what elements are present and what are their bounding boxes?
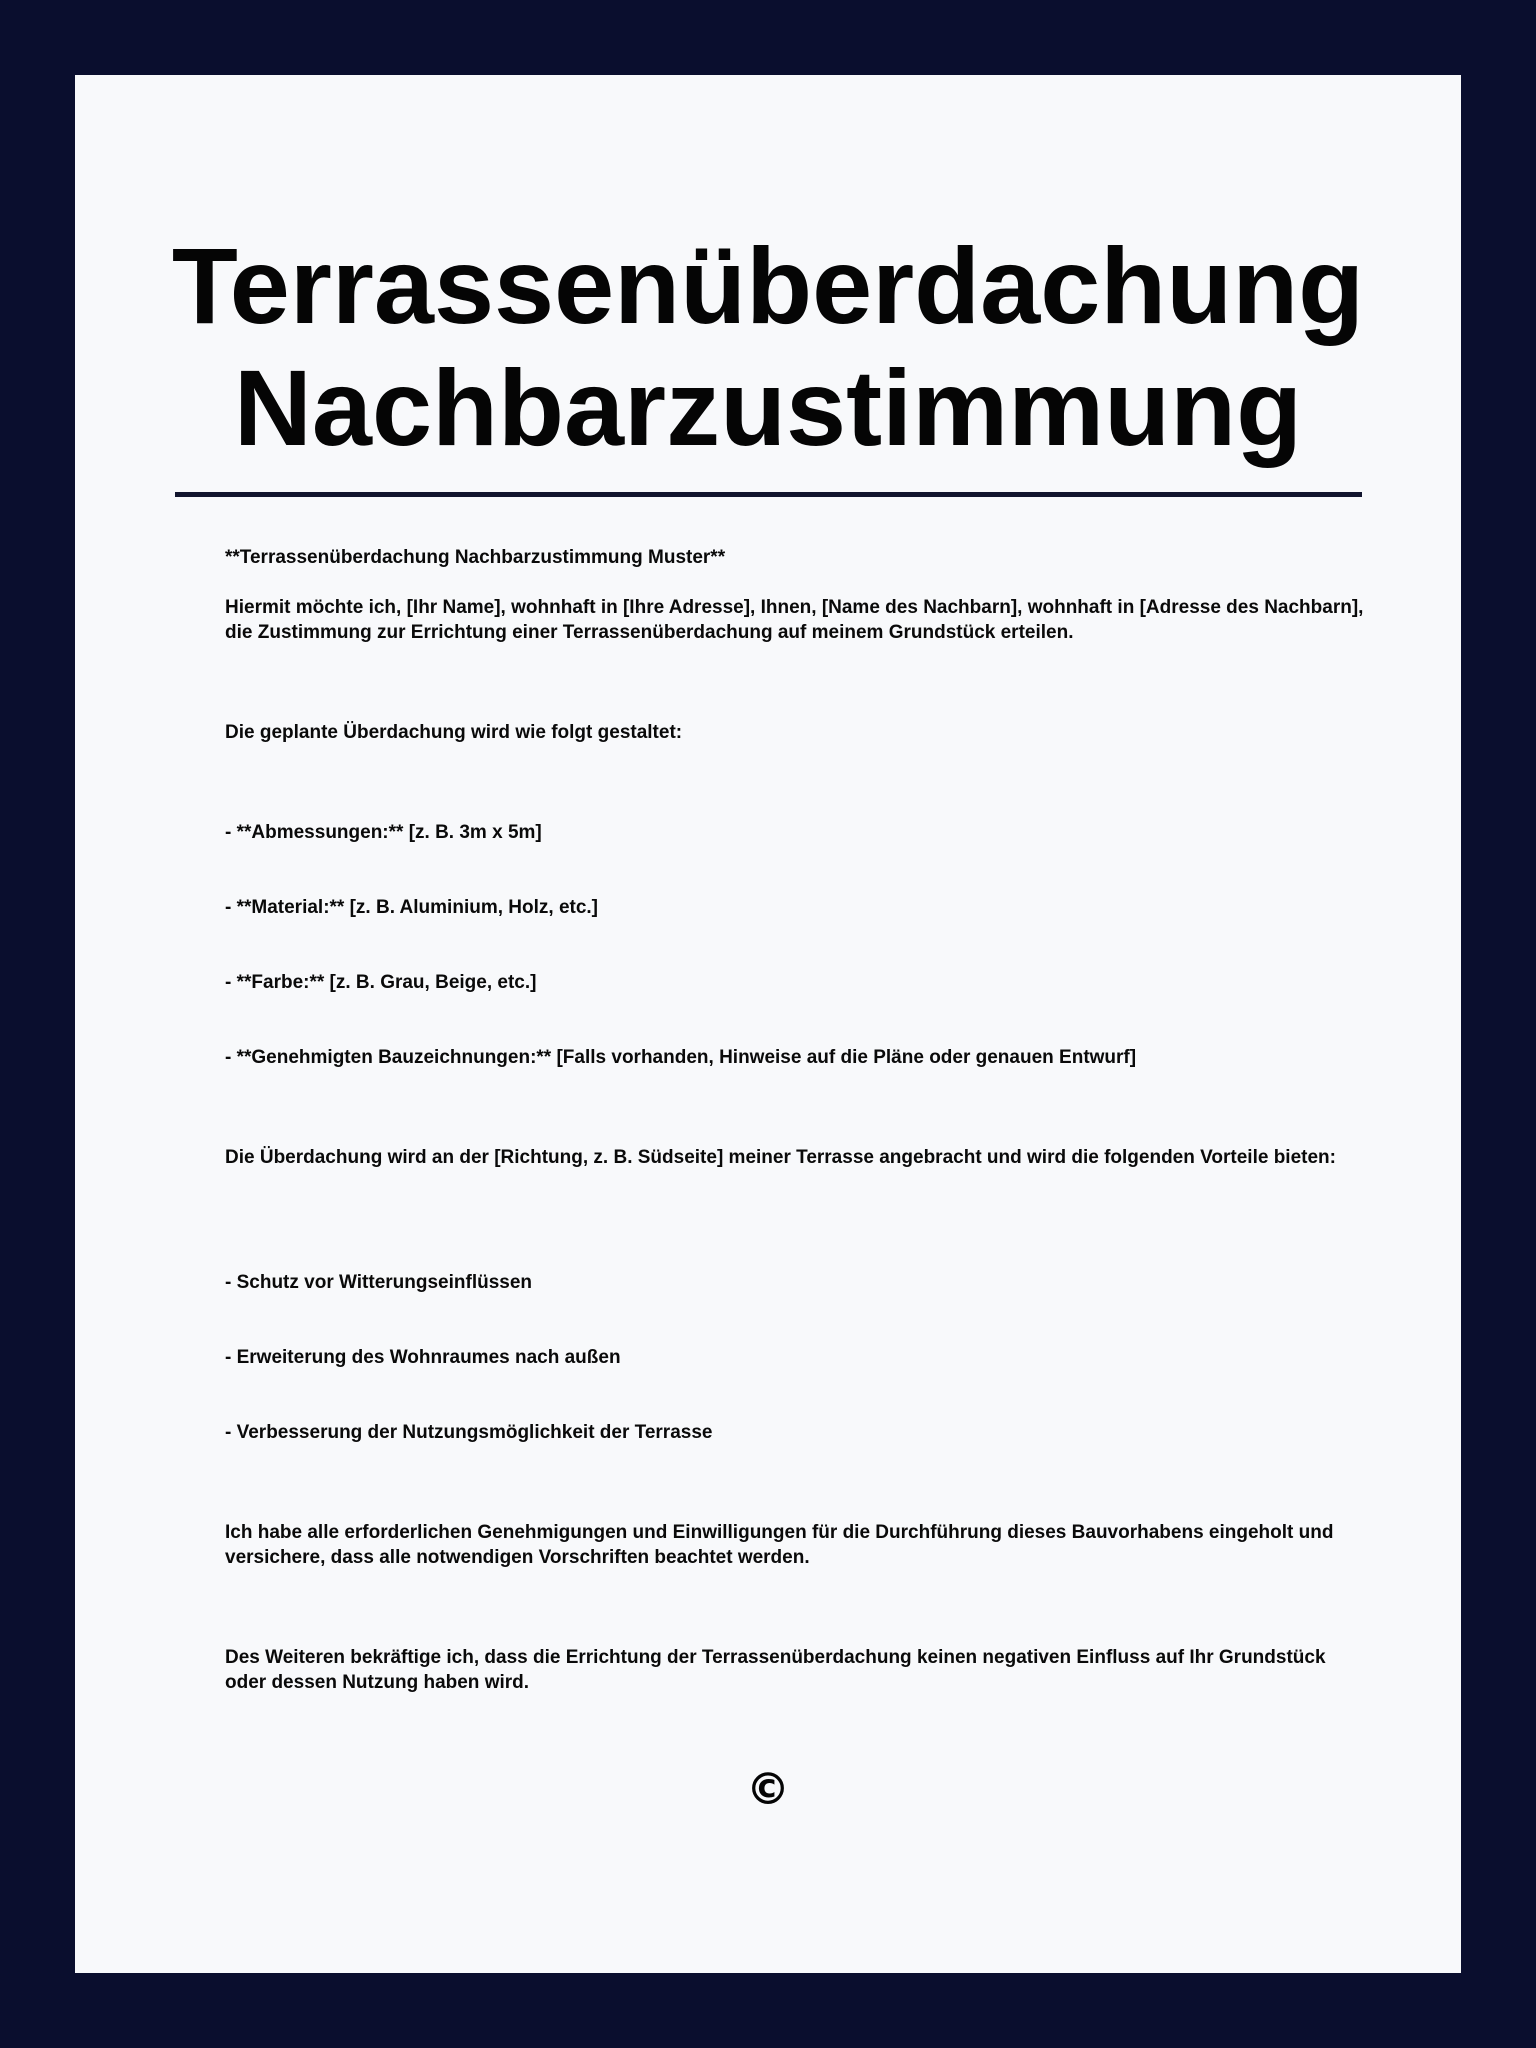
title-divider <box>175 492 1362 497</box>
design-item: - **Abmessungen:** [z. B. 3m x 5m] <box>225 822 542 843</box>
benefit-item: - Verbesserung der Nutzungsmöglichkeit der Terrasse <box>225 1422 713 1443</box>
title-line-2: Nachbarzustimmung <box>233 347 1303 468</box>
benefit-item: - Schutz vor Witterungseinflüssen <box>225 1272 533 1293</box>
design-item: - **Material:** [z. B. Aluminium, Holz, etc.] <box>225 897 599 918</box>
title-line-1: Terrassenüberdachung <box>171 225 1365 346</box>
document-page <box>75 75 1461 1973</box>
assurance-paragraph: Des Weiteren bekräftige ich, dass die Errichtung der Terrassenüberdachung keinen negativen Einfluss auf Ihr Grundstück oder dessen Nutzung haben wird. <box>225 1647 1326 1693</box>
benefit-item: - Erweiterung des Wohnraumes nach außen <box>225 1347 621 1368</box>
design-intro: Die geplante Überdachung wird wie folgt gestaltet: <box>225 722 683 743</box>
copyright-symbol: © <box>746 1764 790 1815</box>
document-title <box>75 225 1461 469</box>
document-heading: **Terrassenüberdachung Nachbarzustimmung Muster** <box>225 547 726 568</box>
design-item: - **Farbe:** [z. B. Grau, Beige, etc.] <box>225 972 537 993</box>
intro-paragraph: Hiermit möchte ich, [Ihr Name], wohnhaft in [Ihre Adresse], Ihnen, [Name des Nachbarn], wohnhaft in [Adresse des Nachbarn], die Zustimmung zur Errichtung einer Terrassenüberdachung auf meinem Grundstück erteilen. <box>225 597 1364 643</box>
design-item: - **Genehmigten Bauzeichnungen:** [Falls vorhanden, Hinweise auf die Pläne oder genauen Entwurf] <box>225 1047 1137 1068</box>
benefits-intro: Die Überdachung wird an der [Richtung, z. B. Südseite] meiner Terrasse angebracht und wird die folgenden Vorteile bieten: <box>225 1147 1336 1168</box>
permits-paragraph: Ich habe alle erforderlichen Genehmigungen und Einwilligungen für die Durchführung dieses Bauvorhabens eingeholt und versichere, dass alle notwendigen Vorschriften beachtet werden. <box>225 1522 1334 1568</box>
